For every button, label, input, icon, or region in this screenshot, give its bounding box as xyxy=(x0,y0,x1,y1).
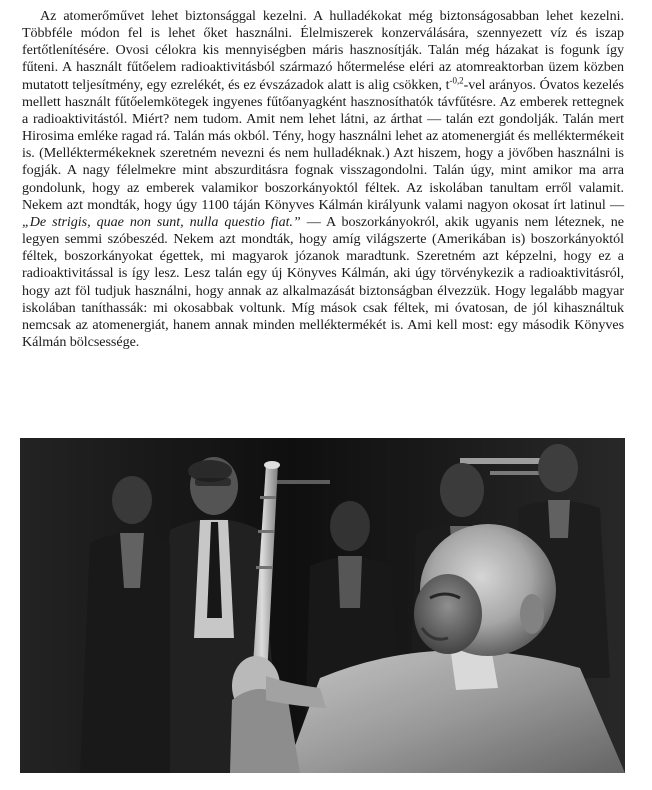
sentence-13: Talán más okból. xyxy=(173,128,270,145)
sentence-1: Az atomerőművet lehet biztonsággal kezelni. xyxy=(40,8,307,24)
sentence-18: Talán úgy, mint amikor ma arra gondolunk, hogy az emberek valamikor boszorkányoktól féltek. xyxy=(22,162,624,196)
sentence-2: A hulladékokat még biztonságosabban lehet kezelni. xyxy=(312,8,624,24)
sentence-19: Az iskolában tanultam erről valamit. xyxy=(406,179,624,196)
sentence-10: Miért? nem tudom. xyxy=(131,110,243,127)
sentence-27: Ami kell most: egy második Könyves Kálmán bölcsessége. xyxy=(22,316,624,350)
sentence-12: Talán mert Hirosima emléke ragad rá. xyxy=(22,110,624,145)
news-photo xyxy=(20,438,625,773)
sentence-6: Talán még házakat is fogunk így fűteni. xyxy=(22,42,624,76)
sentence-17: A nagy félelmekre mint abszurditásra fognak visszagondolni. xyxy=(66,162,428,179)
sentence-20: Nekem azt mondták, hogy úgy 1100 táján Könyves Kálmán királyunk valami nagyon okosat írt latinul — xyxy=(22,196,624,213)
exponent: -0,2 xyxy=(449,74,464,85)
sentence-22: Nekem azt mondták, hogy amíg világszerte (Amerikában is) boszorkányoktól féltek, boszorkányokat égettek, mi magyarok józanok maradtunk. xyxy=(22,231,624,265)
photo-illustration xyxy=(20,438,625,773)
sentence-3: Többféle módon fel is lehet őket használni. xyxy=(22,25,292,42)
sentence-21: — A boszorkányokról, akik ugyanis nem léteznek, ne legyen semmi szóbeszéd. xyxy=(22,213,625,248)
sentence-7: A használt fűtőelem radioaktivitásból származó hőtermelése eléri az atomreaktorban üzem közben mutatott teljesítmény, egy ezrelékét, és ez évszázadok alatt is alig csökken, t xyxy=(22,59,624,93)
sentence-16: Azt hiszem, hogy a jövőben használni is fogják. xyxy=(22,145,624,179)
article-paragraph xyxy=(22,8,624,351)
sentence-14: Tény, hogy használni lehet az atomenergiát és melléktermékeit is. xyxy=(22,128,624,162)
sentence-15: (Melléktermékeknek szeretném nevezni és nem hulladéknak.) xyxy=(39,145,390,162)
sentence-7-end: -vel arányos. xyxy=(463,76,536,93)
sentence-5: Ovosi célokra kis mennyiségben máris hasznosítják. xyxy=(115,42,423,59)
latin-quote: „De strigis, quae non sunt, nulla questio fiat.” xyxy=(22,213,301,230)
sentence-24: Lesz talán egy új Könyves Kálmán, aki úgy törvénykezik a radioaktivitásról, hogy azt föl tudjuk használni, hogy annak az alkalmazását biztonságban élvezzük. xyxy=(22,265,624,299)
sentence-26: Míg mások csak féltek, mi óvatosan, de jól kihasználtuk nemcsak az atomenergiát, hanem annak minden melléktermékét is. xyxy=(22,299,624,333)
sentence-25: Hogy legalább magyar iskolában taníthassák: mi okosabbak voltunk. xyxy=(22,282,624,316)
sentence-11: Amit nem lehet látni, az árthat — talán ezt gondolják. xyxy=(246,110,559,127)
photo-grain xyxy=(20,438,625,773)
sentence-4: Élelmiszerek konzerválására, szennyezett víz és iszap fertőtlenítésére. xyxy=(22,25,624,59)
sentence-8: Óvatos kezelés mellett használt fűtőelemkötegek ingyenes fűtőanyagként hasznosíthatók távfűtésre. xyxy=(22,76,624,110)
sentence-9: Az emberek rettegnek a radioaktivitástól. xyxy=(22,93,624,127)
sentence-23: Szeretném azt képzelni, hogy ez a radioaktivitással is így lesz. xyxy=(22,248,624,282)
